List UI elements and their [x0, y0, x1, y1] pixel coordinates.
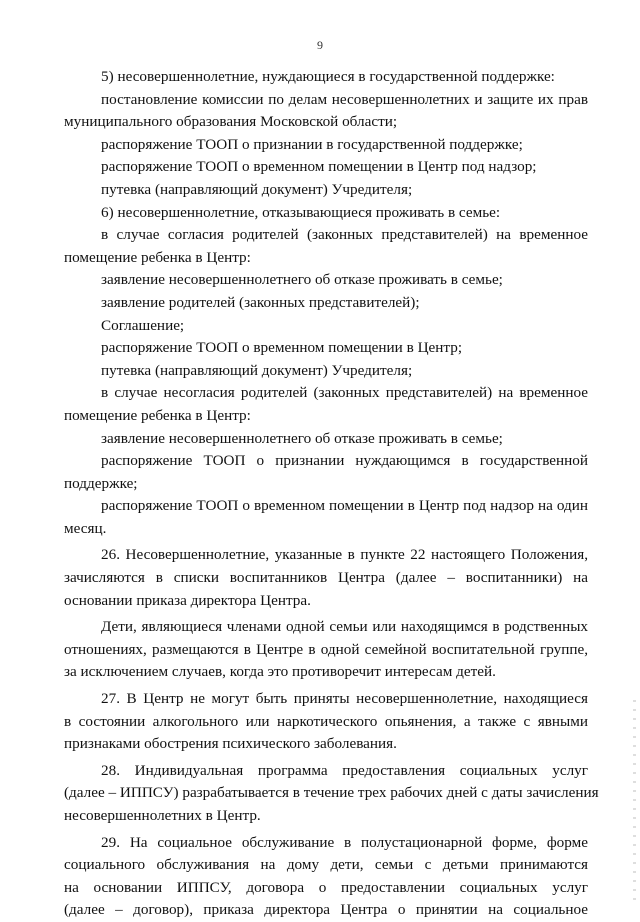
text-line: (далее – ИППСУ) разрабатывается в течение трех рабочих дней с даты зачисления — [64, 784, 599, 802]
text-line: заявление несовершеннолетнего об отказе проживать в семье; — [101, 271, 503, 289]
text-line: заявление несовершеннолетнего об отказе проживать в семье; — [101, 429, 503, 447]
text-line: 26. Несовершеннолетние, указанные в пункте 22 настоящего Положения, — [101, 546, 588, 564]
text-line: 29. На социальное обслуживание в полустационарной форме, форме — [101, 833, 588, 851]
text-line: путевка (направляющий документ) Учредителя; — [101, 180, 413, 198]
text-line: помещение ребенка в Центр: — [64, 406, 251, 424]
text-line: поддержке; — [64, 474, 138, 492]
scan-edge-mark — [633, 700, 636, 900]
text-line: (далее – договор), приказа директора Центра о принятии на социальное — [64, 901, 588, 919]
text-line: в случае несогласия родителей (законных представителей) на временное — [101, 384, 588, 402]
page-number: 9 — [317, 38, 323, 52]
text-line: распоряжение ТООП о временном помещении в Центр; — [101, 339, 463, 357]
text-line: распоряжение ТООП о временном помещении в Центр под надзор; — [101, 158, 537, 176]
text-line: несовершеннолетних в Центр. — [64, 807, 261, 824]
text-line: постановление комиссии по делам несовершеннолетних и защите их прав — [101, 90, 588, 108]
text-line: основании приказа директора Центра. — [64, 591, 311, 609]
text-line: в состоянии алкогольного или наркотического опьянения, а также с явными — [64, 712, 588, 730]
text-line: за исключением случаев, когда это противоречит интересам детей. — [64, 663, 496, 681]
text-line: 27. В Центр не могут быть приняты несовершеннолетние, находящиеся — [101, 690, 588, 708]
text-line: в случае согласия родителей (законных представителей) на временное — [101, 226, 588, 244]
text-line: распоряжение ТООП о временном помещении в Центр под надзор на один — [101, 497, 588, 515]
text-line: Соглашение; — [101, 316, 185, 334]
text-line: зачисляются в списки воспитанников Центра (далее – воспитанники) на — [64, 569, 588, 587]
text-line: помещение ребенка в Центр: — [64, 248, 251, 266]
text-line: путевка (направляющий документ) Учредителя; — [101, 361, 413, 379]
text-line: 6) несовершеннолетние, отказывающиеся проживать в семье: — [101, 203, 501, 221]
text-line: Дети, являющиеся членами одной семьи или находящимся в родственных — [101, 618, 588, 636]
document-body — [64, 66, 599, 922]
text-line: отношениях, размещаются в Центре в одной семейной воспитательной группе, — [64, 640, 588, 658]
text-line: 5) несовершеннолетние, нуждающиеся в государственной поддержке: — [101, 68, 555, 85]
text-line: социального обслуживания на дому дети, семьи с детьми принимаются — [64, 856, 588, 874]
text-line: 28. Индивидуальная программа предоставления социальных услуг — [101, 761, 588, 779]
text-line: признаками обострения психического заболевания. — [64, 735, 397, 753]
text-line: месяц. — [64, 519, 107, 537]
text-line: распоряжение ТООП о признании в государственной поддержке; — [101, 135, 523, 153]
text-line: на основании ИППСУ, договора о предоставлении социальных услуг — [64, 878, 588, 896]
text-line: заявление родителей (законных представителей); — [101, 293, 420, 311]
text-line: муниципального образования Московской области; — [64, 113, 398, 131]
text-line: распоряжение ТООП о признании нуждающимся в государственной — [101, 452, 588, 470]
